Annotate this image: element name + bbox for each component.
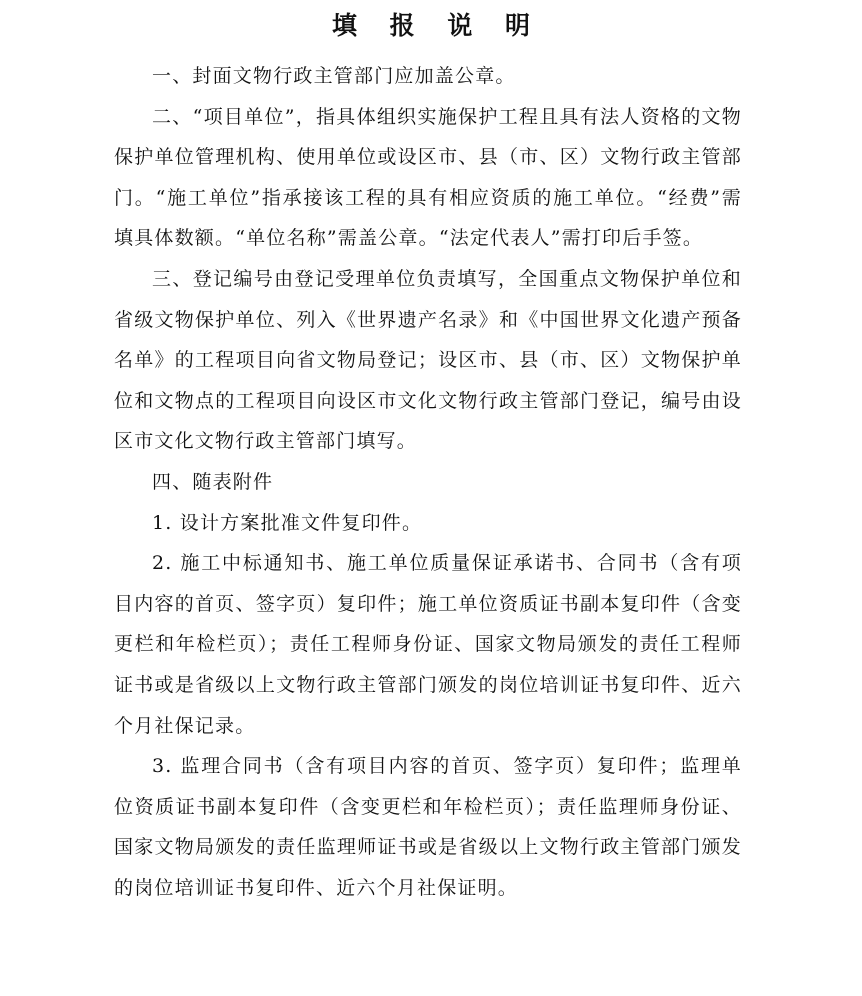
document-body xyxy=(114,56,742,908)
document-title: 填 报 说 明 xyxy=(331,11,543,40)
paragraph-attachment-3: 3. 监理合同书（含有项目内容的首页、签字页）复印件；监理单位资质证书副本复印件（含变更栏和年检栏页）；责任监理师身份证、国家文物局颁发的责任监理师证书或是省级以上文物行政主管部门颁发的岗位培训证书复印件、近六个月社保证明。 xyxy=(114,755,742,899)
paragraph-cover-seal: 一、封面文物行政主管部门应加盖公章。 xyxy=(152,65,516,87)
paragraph-project-unit: 二、“项目单位”，指具体组织实施保护工程且具有法人资格的文物保护单位管理机构、使用单位或设区市、县（市、区）文物行政主管部门。“施工单位”指承接该工程的具有相应资质的施工单位。“经费”需填具体数额。“单位名称”需盖公章。“法定代表人”需打印后手签。 xyxy=(114,105,742,250)
paragraph-attachment-2: 2. 施工中标通知书、施工单位质量保证承诺书、合同书（含有项目内容的首页、签字页）复印件；施工单位资质证书副本复印件（含变更栏和年检栏页）；责任工程师身份证、国家文物局颁发的责任工程师证书或是省级以上文物行政主管部门颁发的岗位培训证书复印件、近六个月社保记录。 xyxy=(114,552,742,737)
paragraph-attachment-1: 1. 设计方案批准文件复印件。 xyxy=(152,511,423,534)
paragraph-attachments-heading: 四、随表附件 xyxy=(152,470,274,493)
paragraph-registration-number: 三、登记编号由登记受理单位负责填写，全国重点文物保护单位和省级文物保护单位、列入《世界遗产名录》和《中国世界文化遗产预备名单》的工程项目向省文物局登记；设区市、县（市、区）文物保护单位和文物点的工程项目向设区市文化文物行政主管部门登记，编号由设区市文化文物行政主管部门填写。 xyxy=(114,267,742,453)
